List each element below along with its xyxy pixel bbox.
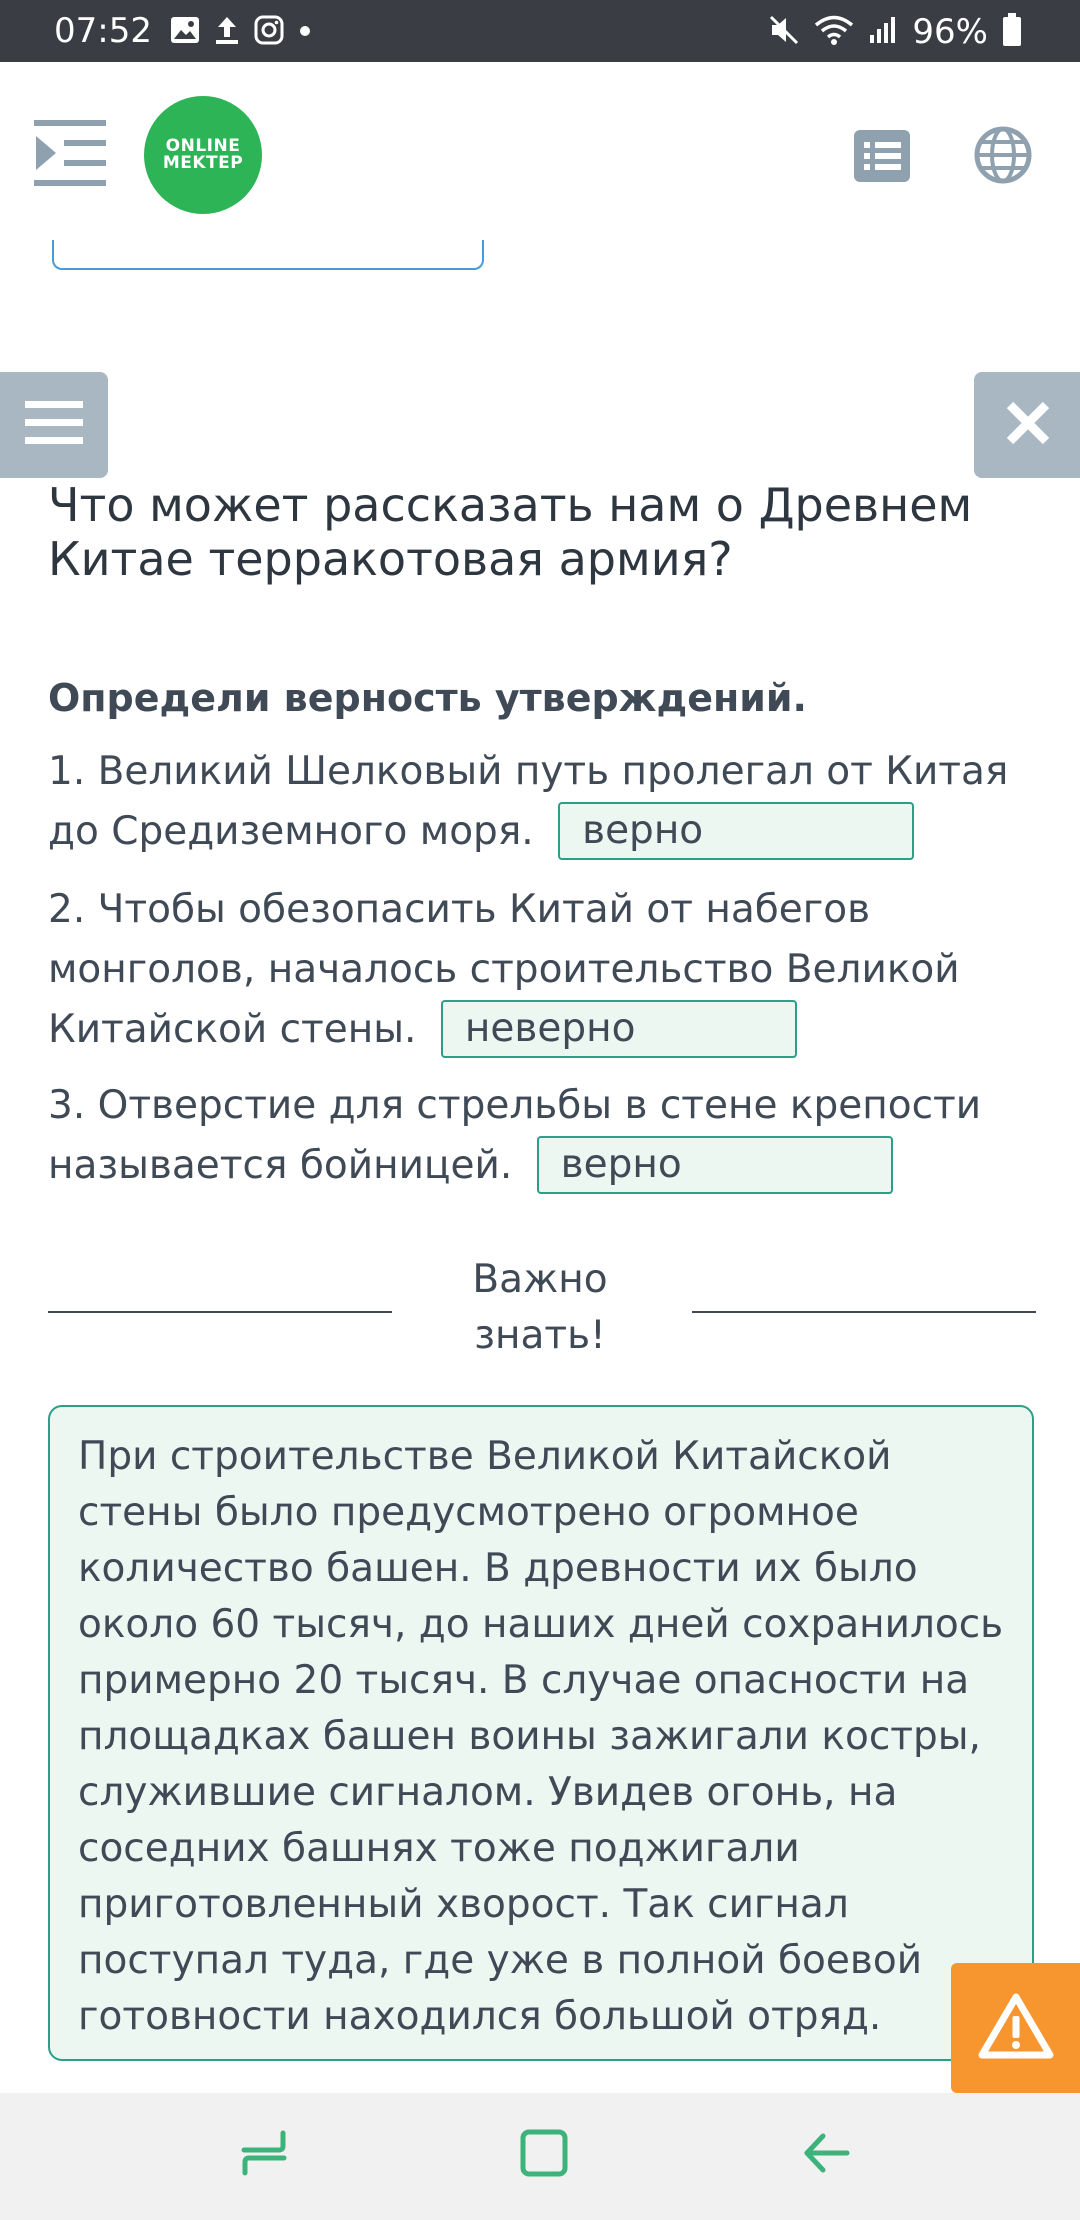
logo-text-line1: ONLINE [165,136,241,156]
statement-number: 3. [48,1083,86,1128]
system-nav-bar [0,2093,1080,2220]
logo-text-line2: MEKTEP [162,153,244,173]
answer-select-1[interactable]: верно [558,802,914,860]
online-mektep-logo[interactable] [144,96,262,214]
battery-percent: 96% [912,12,988,52]
back-icon[interactable] [796,2123,856,2183]
globe-icon[interactable] [974,126,1032,184]
close-icon [1005,400,1051,450]
answer-select-3[interactable]: верно [537,1136,893,1194]
statement-text: Великий Шелковый путь пролегал от Китая до Средиземного моря. [48,749,1009,854]
statement-3 [48,1076,1038,1196]
divider-left [48,1311,392,1313]
statement-number: 1. [48,749,86,794]
wifi-icon [814,14,854,50]
report-problem-button[interactable] [951,1963,1080,2093]
battery-icon [1002,13,1022,51]
home-icon[interactable] [514,2123,574,2183]
image-icon [170,16,200,48]
statement-number: 2. [48,887,86,932]
status-time: 07:52 [54,11,152,51]
mute-icon [768,14,800,50]
warning-icon [978,1992,1054,2064]
menu-button[interactable] [0,372,108,478]
statement-text: Чтобы обезопасить Китай от набегов монголов, началось строительство Великой Китайской стены. [48,887,960,1052]
upload-icon [214,15,240,49]
important-info-box [48,1405,1034,2061]
answer-input-partial[interactable] [52,240,484,270]
answer-select-2[interactable]: неверно [441,1000,797,1058]
list-view-icon[interactable] [854,130,910,182]
statement-2 [48,880,1038,1060]
menu-collapse-icon[interactable] [32,118,108,188]
divider-right [692,1311,1036,1313]
status-notification-icons [170,12,312,52]
statement-1 [48,742,1038,862]
question-title: Что может рассказать нам о Древнем Китае терракотовая армия? [48,478,973,586]
important-label: Важно знать! [472,1257,608,1358]
instagram-icon [254,15,284,49]
important-text: При строительстве Великой Китайской стены было предусмотрено огромное количество башен. В древности их было около 60 тысяч, до наших дней сохранилось примерно 20 тысяч. В случае опасности на площадках башен воины зажигали костры, служившие сигналом. Увидев огонь, на соседних башнях тоже поджигали приготовленный хворост. Так сигнал поступал туда, где уже в полной боевой готовности находился большой отряд. [78,1434,1004,2039]
status-system-icons [768,10,1022,54]
app-header [0,62,1080,240]
status-bar [0,0,1080,62]
statement-text: Отверстие для стрельбы в стене крепости называется бойницей. [48,1083,982,1188]
hamburger-icon [25,399,83,451]
instruction-text: Определи верность утверждений. [48,676,807,720]
signal-icon [868,15,898,49]
close-button[interactable] [974,372,1080,478]
dot-icon [298,23,312,42]
recent-apps-icon[interactable] [234,2123,294,2183]
